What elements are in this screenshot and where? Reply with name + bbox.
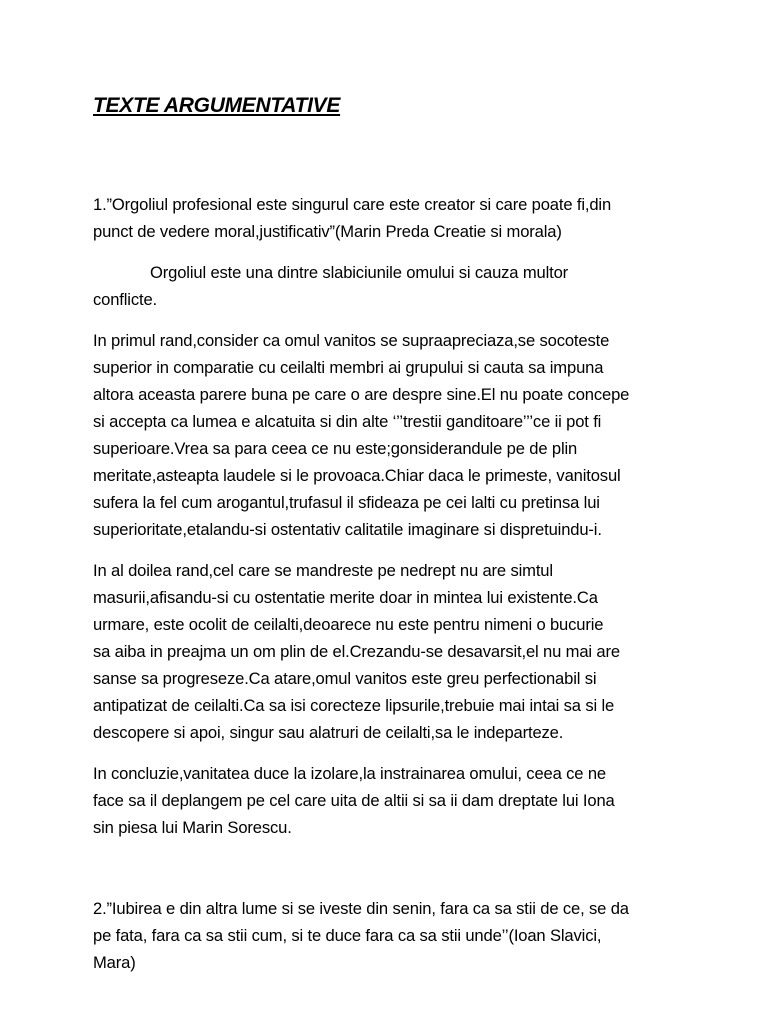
text-line: descopere si apoi, singur sau alatruri de ceilalti,sa le indeparteze. bbox=[93, 723, 564, 742]
section2-quote bbox=[93, 895, 683, 976]
text-line: punct de vedere moral,justificativ”(Marin Preda Creatie si morala) bbox=[93, 222, 562, 241]
text-line: altora aceasta parere buna pe care o are despre sine.El nu poate concepe bbox=[93, 385, 630, 404]
text-line: In primul rand,consider ca omul vanitos se supraapreciaza,se socoteste bbox=[93, 331, 610, 350]
text-line: superior in comparatie cu ceilalti membri ai grupului si cauta sa impuna bbox=[93, 358, 604, 377]
text-line: 1.”Orgoliul profesional este singurul care este creator si care poate fi,din bbox=[93, 195, 612, 214]
text-line: masurii,afisandu-si cu ostentatie merite doar in mintea lui existente.Ca bbox=[93, 588, 598, 607]
section1-intro bbox=[93, 259, 683, 313]
text-line: sufera la fel cum arogantul,trufasul il sfideaza pe cei lalti cu pretinsa lui bbox=[93, 493, 600, 512]
section1-conclusion bbox=[93, 760, 683, 841]
text-line: face sa il deplangem pe cel care uita de altii si sa ii dam dreptate lui Iona bbox=[93, 791, 615, 810]
text-line: antipatizat de ceilalti.Ca sa isi corecteze lipsurile,trebuie mai intai sa si le bbox=[93, 696, 615, 715]
text-line: In concluzie,vanitatea duce la izolare,la instrainarea omului, ceea ce ne bbox=[93, 764, 606, 783]
text-line: conflicte. bbox=[93, 290, 157, 309]
text-line: In al doilea rand,cel care se mandreste pe nedrept nu are simtul bbox=[93, 561, 553, 580]
section1-paragraph2 bbox=[93, 557, 683, 746]
text-line: sanse sa progreseze.Ca atare,omul vanitos este greu perfectionabil si bbox=[93, 669, 597, 688]
text-line: sin piesa lui Marin Sorescu. bbox=[93, 818, 292, 837]
text-line: sa aiba in preajma un om plin de el.Crezandu-se desavarsit,el nu mai are bbox=[93, 642, 620, 661]
text-line: superioare.Vrea sa para ceea ce nu este;gonsiderandule pe de plin bbox=[93, 439, 578, 458]
text-line: 2.”Iubirea e din altra lume si se iveste din senin, fara ca sa stii de ce, se da bbox=[93, 899, 629, 918]
document-title: TEXTE ARGUMENTATIVE bbox=[93, 94, 341, 117]
text-line: superioritate,etalandu-si ostentativ calitatile imaginare si dispretuindu-i. bbox=[93, 520, 602, 539]
text-line: urmare, este ocolit de ceilalti,deoarece nu este pentru nimeni o bucurie bbox=[93, 615, 604, 634]
text-line: si accepta ca lumea e alcatuita si din alte ‘’’trestii ganditoare’’’ce ii pot fi bbox=[93, 412, 602, 431]
text-line: meritate,asteapta laudele si le provoaca.Chiar daca le primeste, vanitosul bbox=[93, 466, 621, 485]
section1-paragraph1 bbox=[93, 327, 683, 543]
text-line: Mara) bbox=[93, 953, 136, 972]
section1-quote bbox=[93, 191, 683, 245]
text-line: Orgoliul este una dintre slabiciunile omului si cauza multor bbox=[150, 263, 569, 282]
text-line: pe fata, fara ca sa stii cum, si te duce fara ca sa stii unde’’(Ioan Slavici, bbox=[93, 926, 602, 945]
